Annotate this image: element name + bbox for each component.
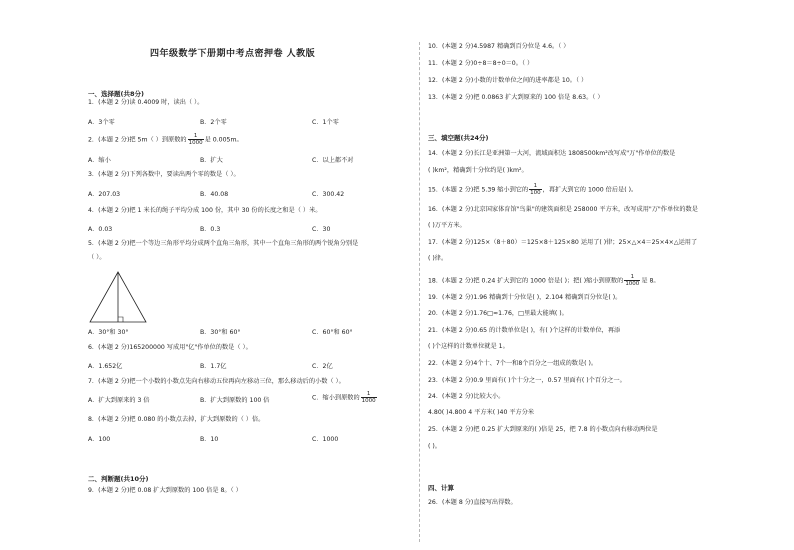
- question-17-line2: ( )律。: [428, 255, 448, 262]
- question-14-line2: ( )km²，精确到十分位约是( )km²。: [428, 167, 528, 174]
- column-divider: [419, 42, 420, 542]
- q7-option-c-text: C．缩小到原数的: [312, 394, 360, 402]
- q1-option-b: B．2个零: [200, 119, 227, 126]
- question-25-line2: ( )。: [428, 443, 441, 450]
- question-12: 12．(本题 2 分)小数的计数单位之间的进率都是 10。（ ）: [428, 77, 588, 84]
- question-23: 23．(本题 2 分)0.9 里面有( )个十分之一，0.57 里面有( )个百分之一。: [428, 377, 626, 384]
- q7-frac-num: 1: [361, 391, 377, 398]
- question-8: 8．(本题 2 分)把 0.080 的小数点去掉，扩大到原数的（ ）倍。: [88, 416, 265, 423]
- q8-option-b: B．10: [200, 436, 219, 443]
- question-5-line2: （ ）。: [88, 254, 106, 261]
- q18-frac-num: 1: [624, 274, 640, 281]
- q2-text-a: 2．(本题 2 分)把 5m（ ）到原数的: [88, 136, 187, 144]
- question-7: 7．(本题 2 分)把一个小数的小数点先向右移动五位再向左移动三位，那么移动后的小数（ ）。: [88, 378, 345, 385]
- q18-fraction: [624, 274, 640, 287]
- q7-option-c: [312, 391, 378, 404]
- q15-text-a: 15．(本题 2 分)把 5.39 缩小到它的: [428, 186, 529, 194]
- q5-option-a: A．30°和 30°: [88, 329, 129, 336]
- question-4: 4．(本题 2 分)把 1 米长的绳子平均分成 100 份，其中 30 份的长度之和是（ ）米。: [88, 207, 322, 214]
- q6-option-b: B．1.7亿: [200, 363, 227, 370]
- triangle-figure: [88, 270, 148, 326]
- q15-fraction: [529, 183, 542, 196]
- question-18: [428, 274, 660, 287]
- q2-option-a: A．缩小: [88, 157, 111, 164]
- q5-option-b: B．30°和 60°: [200, 329, 241, 336]
- q4-option-c: C．30: [312, 226, 331, 233]
- q15-text-b: ，再扩大到它的 1000 倍后是( )。: [542, 186, 638, 194]
- q8-option-a: A．100: [88, 436, 111, 443]
- q6-option-c: C．2亿: [312, 363, 333, 370]
- q3-option-b: B．40.08: [200, 191, 229, 198]
- question-16: 16．(本题 2 分)北京国家体育馆"鸟巢"的建筑面积是 258000 平方米，改写成用"万"作单位的数是: [428, 206, 698, 213]
- question-21: 21．(本题 2 分)0.65 的计数单位是( )，有( )个这样的计数单位，再添: [428, 327, 621, 334]
- question-6: 6．(本题 2 分)165200000 写成用"亿"作单位的数是（ ）。: [88, 344, 252, 351]
- q1-option-c: C．1个零: [312, 119, 339, 126]
- q7-option-a: A．扩大到原来的 3 倍: [88, 397, 150, 404]
- q4-option-b: B．0.3: [200, 226, 221, 233]
- question-19: 19．(本题 2 分)1.96 精确到十分位是( )，2.104 精确到百分位是( )。: [428, 294, 622, 301]
- q18-text-a: 18．(本题 2 分)把 0.24 扩大到它的 1000 倍是( )；把( )缩小到原数的: [428, 277, 624, 285]
- page-title: 四年级数学下册期中考点密押卷 人教版: [150, 49, 316, 59]
- question-11: 11．(本题 2 分)0÷8＝8÷0＝0。（ ）: [428, 60, 534, 67]
- q2-text-b: 是 0.005m。: [204, 136, 243, 144]
- question-16-line2: ( )万平方米。: [428, 222, 466, 229]
- q4-option-a: A．0.03: [88, 226, 113, 233]
- section-heading-calc: 四、计算: [428, 484, 454, 492]
- question-25: 25．(本题 2 分)把 0.25 扩大到原来的( )倍是 25，把 7.8 的小数点向右移动两位是: [428, 426, 658, 433]
- q3-option-c: C．300.42: [312, 191, 345, 198]
- question-17: 17．(本题 2 分)125×（8＋80）＝125×8＋125×80 运用了( )律；25×△×4＝25×4×△运用了: [428, 239, 698, 246]
- q2-option-b: B．扩大: [200, 157, 223, 164]
- question-9: 9．(本题 2 分)把 0.08 扩大到原数的 100 倍是 8。（ ）: [88, 487, 242, 494]
- question-22: 22．(本题 2 分)4个十、7个一和8个百分之一组成的数是( )。: [428, 360, 598, 367]
- question-2: [88, 133, 243, 146]
- question-24: 24．(本题 2 分)比较大小。: [428, 393, 505, 400]
- q1-option-a: A．3个零: [88, 119, 115, 126]
- q7-frac-den: 1000: [361, 398, 376, 404]
- question-20: 20．(本题 2 分)1.76□≈1.76，□里最大能填( )。: [428, 310, 568, 317]
- section-heading-choice: 一、选择题(共8分): [88, 90, 144, 98]
- q2-frac-num: 1: [188, 133, 204, 140]
- q18-frac-den: 1000: [625, 281, 640, 287]
- question-15: [428, 183, 637, 196]
- section-heading-judge: 二、判断题(共10分): [88, 475, 149, 483]
- question-14: 14．(本题 2 分)长江是亚洲第一大河，流域面积达 1808500km²改写成"万"作单位的数是: [428, 150, 676, 157]
- q2-fraction: [188, 133, 204, 146]
- q5-option-c: C．60°和 60°: [312, 329, 353, 336]
- q7-option-b: B．扩大到原数的 100 倍: [200, 397, 270, 404]
- question-21-line2: ( )个这样的计数单位就是 1。: [428, 343, 509, 350]
- q8-option-c: C．1000: [312, 436, 339, 443]
- q2-option-c: C．以上都不对: [312, 157, 354, 164]
- q7-fraction: [361, 391, 377, 404]
- section-heading-fill: 三、填空题(共24分): [428, 134, 489, 142]
- question-10: 10．(本题 2 分)4.5987 精确到百分位是 4.6。（ ）: [428, 43, 570, 50]
- question-13: 13．(本题 2 分)把 0.0863 扩大到原来的 100 倍是 8.63。（ ）: [428, 94, 604, 101]
- q2-frac-den: 1000: [188, 140, 203, 146]
- q15-frac-num: 1: [529, 183, 542, 190]
- question-1: 1．(本题 2 分)读 0.4009 时，读出（ ）。: [88, 99, 204, 106]
- question-3: 3．(本题 2 分)下列各数中，要读出两个零的数是（ ）。: [88, 171, 240, 178]
- q3-option-a: A．207.03: [88, 191, 121, 198]
- q15-frac-den: 100: [530, 190, 541, 196]
- q18-text-b: 是 8。: [641, 277, 660, 285]
- q6-option-a: A．1.652亿: [88, 363, 123, 370]
- question-26: 26．(本题 8 分)直接写出得数。: [428, 499, 517, 506]
- question-24-items: 4.80( )4.800 4 平方米( )40 平方分米: [428, 409, 535, 416]
- question-5: 5．(本题 2 分)把一个等边三角形平均分成两个直角三角形，其中一个直角三角形的两个锐角分别是: [88, 240, 359, 247]
